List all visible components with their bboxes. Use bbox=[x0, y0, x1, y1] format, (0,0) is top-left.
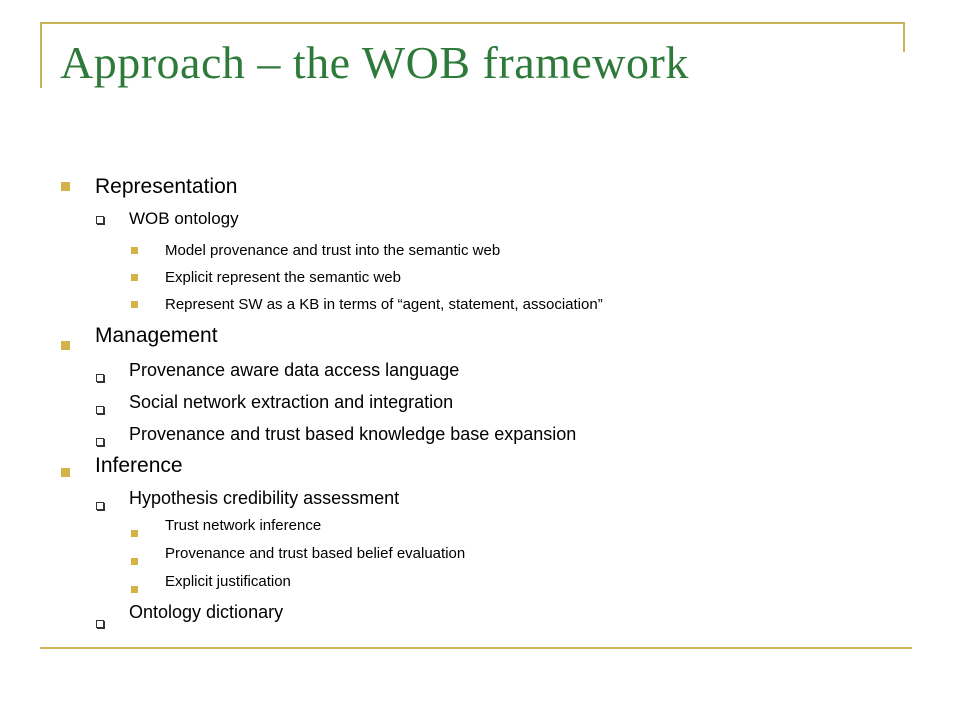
frame-left-rule bbox=[40, 22, 42, 88]
checkbox-bullet-icon bbox=[96, 216, 104, 224]
bullet-inference: Inference bbox=[95, 454, 183, 477]
subbullet-hypothesis: Hypothesis credibility assessment bbox=[129, 488, 400, 508]
subbullet-item: Provenance aware data access language bbox=[129, 360, 460, 380]
subsubbullet-item: Trust network inference bbox=[165, 517, 322, 534]
bullet-icon bbox=[131, 530, 138, 537]
slide-title: Approach – the WOB framework bbox=[60, 37, 689, 88]
bullet-management: Management bbox=[95, 324, 218, 347]
bullet-icon bbox=[131, 558, 138, 565]
checkbox-bullet-icon bbox=[96, 406, 104, 414]
frame-right-rule bbox=[903, 22, 905, 52]
bullet-icon bbox=[131, 301, 138, 308]
subsubbullet-item: Model provenance and trust into the semantic web bbox=[165, 242, 501, 259]
bullet-icon bbox=[61, 341, 70, 350]
frame-top-rule bbox=[40, 22, 904, 24]
bullet-icon bbox=[61, 182, 70, 191]
frame-bottom-rule bbox=[40, 647, 912, 649]
bullet-icon bbox=[131, 247, 138, 254]
checkbox-bullet-icon bbox=[96, 374, 104, 382]
bullet-icon bbox=[131, 274, 138, 281]
subsubbullet-item: Explicit represent the semantic web bbox=[165, 269, 401, 286]
subsubbullet-item: Provenance and trust based belief evaluation bbox=[165, 545, 466, 562]
bullet-representation: Representation bbox=[95, 175, 238, 198]
subsubbullet-item: Explicit justification bbox=[165, 573, 291, 590]
checkbox-bullet-icon bbox=[96, 502, 104, 510]
bullet-icon bbox=[131, 586, 138, 593]
subbullet-item: Provenance and trust based knowledge base expansion bbox=[129, 424, 577, 444]
subbullet-item: Social network extraction and integration bbox=[129, 392, 454, 412]
subsubbullet-item: Represent SW as a KB in terms of “agent, statement, association” bbox=[165, 296, 603, 313]
subbullet-ontology-dictionary: Ontology dictionary bbox=[129, 602, 284, 622]
checkbox-bullet-icon bbox=[96, 438, 104, 446]
checkbox-bullet-icon bbox=[96, 620, 104, 628]
bullet-icon bbox=[61, 468, 70, 477]
subbullet-wob-ontology: WOB ontology bbox=[129, 209, 239, 228]
